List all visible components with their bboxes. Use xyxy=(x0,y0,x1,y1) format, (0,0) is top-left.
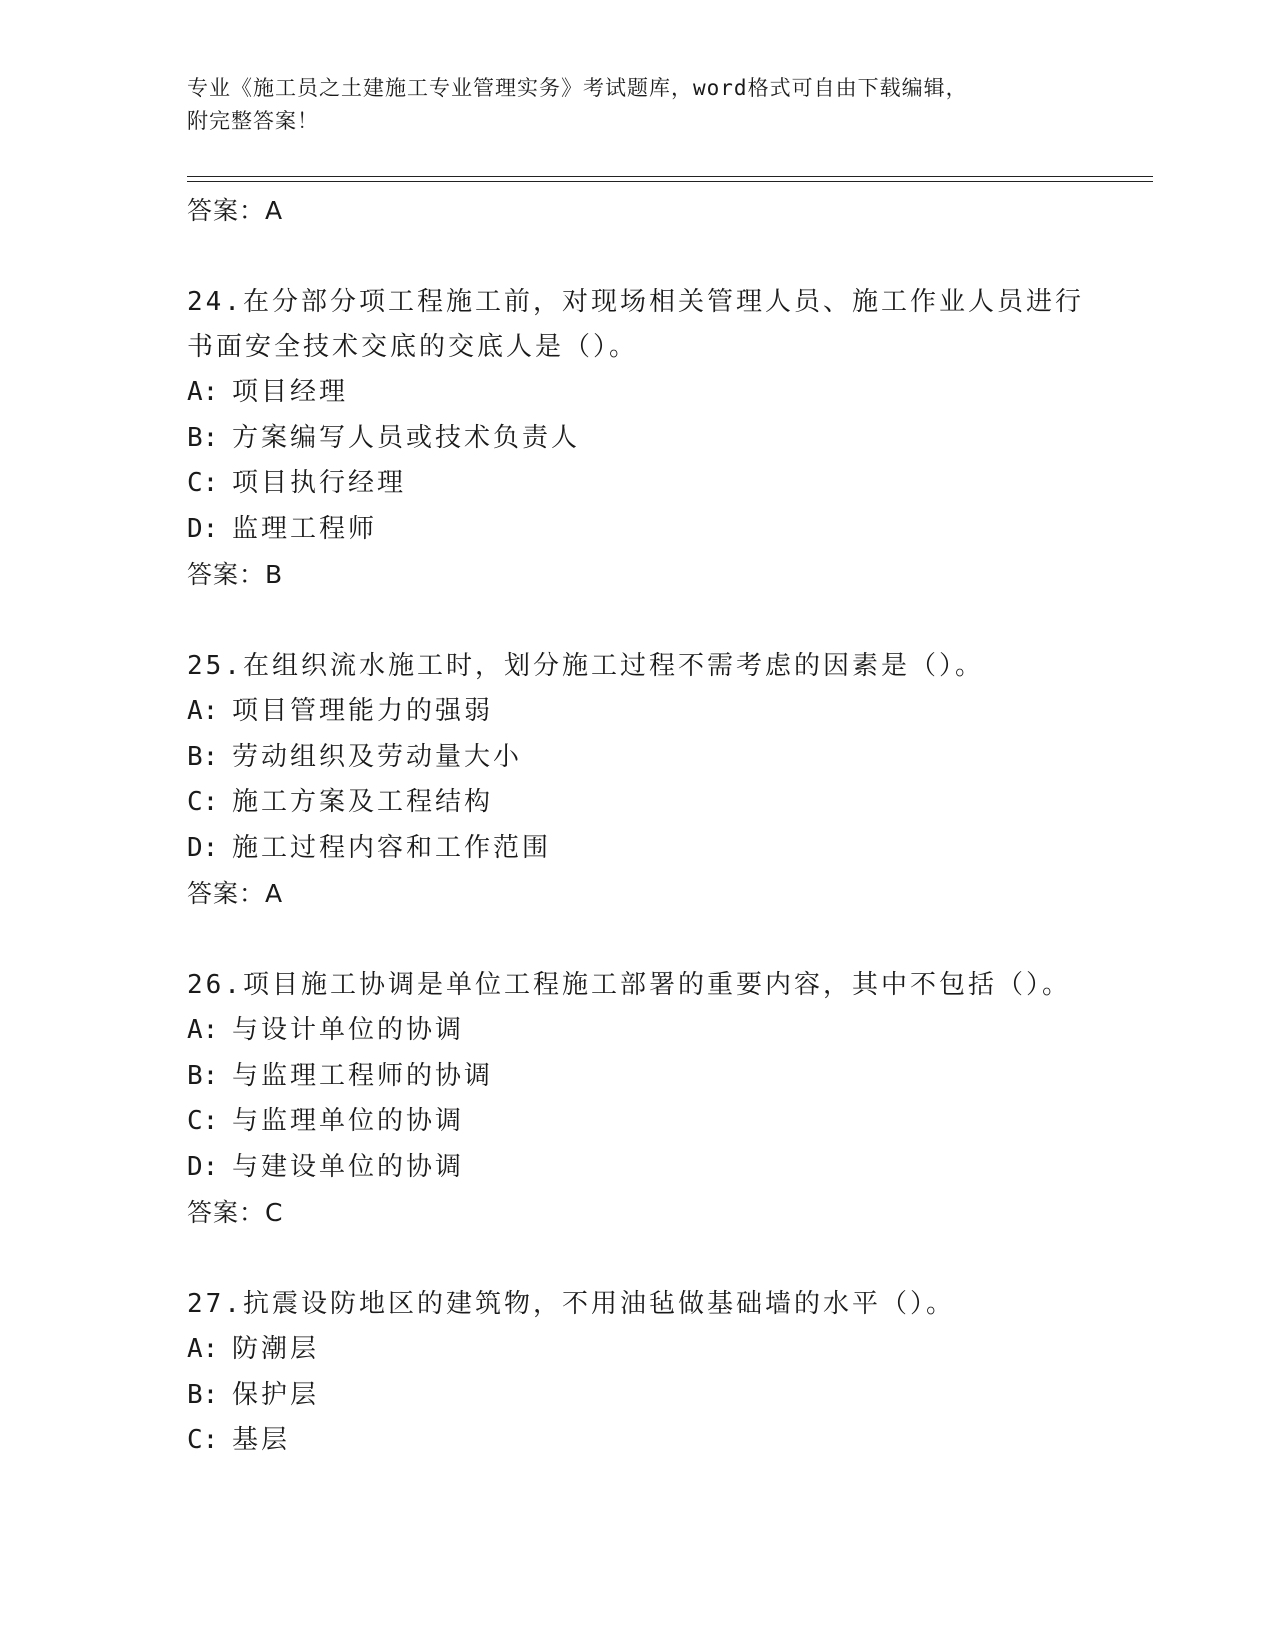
question-stem-continued: 书面安全技术交底的交底人是（）。 xyxy=(187,332,639,362)
document-header xyxy=(187,72,1087,138)
option-letter: D: xyxy=(187,1151,219,1182)
option-a xyxy=(187,1008,1087,1054)
option-letter: B: xyxy=(187,1060,219,1091)
option-text: 项目执行经理 xyxy=(232,468,407,498)
option-b xyxy=(187,1054,1087,1100)
option-text: 防潮层 xyxy=(232,1334,320,1364)
question-24 xyxy=(187,280,1087,598)
question-stem: 25.在组织流水施工时，划分施工过程不需考虑的因素是（）。 xyxy=(187,651,984,681)
option-text: 项目管理能力的强弱 xyxy=(232,696,494,726)
option-b xyxy=(187,735,1087,781)
option-c xyxy=(187,461,1087,507)
option-letter: A: xyxy=(187,1334,219,1364)
option-text: 劳动组织及劳动量大小 xyxy=(232,741,523,772)
option-text: 施工方案及工程结构 xyxy=(232,787,494,817)
option-letter: D: xyxy=(187,832,219,863)
answer-line: 答案：A xyxy=(187,196,284,225)
option-d xyxy=(187,826,1087,872)
option-text: 与设计单位的协调 xyxy=(232,1015,465,1045)
option-text: 项目经理 xyxy=(232,377,349,407)
header-line-1: 专业《施工员之土建施工专业管理实务》考试题库，word格式可自由下载编辑， xyxy=(187,76,968,100)
option-text: 监理工程师 xyxy=(232,513,378,544)
option-d xyxy=(187,507,1087,553)
option-a xyxy=(187,1327,1087,1373)
question-stem: 27.抗震设防地区的建筑物，不用油毡做基础墙的水平（）。 xyxy=(187,1289,955,1319)
option-text: 基层 xyxy=(232,1425,291,1455)
answer-line: 答案：A xyxy=(187,879,284,908)
option-letter: C: xyxy=(187,1425,219,1455)
option-a xyxy=(187,689,1087,735)
option-text: 与建设单位的协调 xyxy=(232,1151,465,1182)
option-text: 方案编写人员或技术负责人 xyxy=(232,422,581,453)
option-text: 与监理单位的协调 xyxy=(232,1106,465,1136)
header-divider-top xyxy=(187,176,1153,177)
option-letter: B: xyxy=(187,1379,219,1410)
option-d xyxy=(187,1145,1087,1191)
header-divider-bottom xyxy=(187,181,1153,182)
option-b xyxy=(187,416,1087,462)
question-stem: 24.在分部分项工程施工前，对现场相关管理人员、施工作业人员进行 xyxy=(187,287,1084,317)
option-letter: C: xyxy=(187,468,219,498)
question-stem: 26.项目施工协调是单位工程施工部署的重要内容，其中不包括（）。 xyxy=(187,970,1071,1000)
question-26 xyxy=(187,963,1087,1236)
question-list xyxy=(187,188,1087,1464)
option-b xyxy=(187,1373,1087,1419)
option-letter: D: xyxy=(187,513,219,544)
question-25 xyxy=(187,644,1087,917)
option-text: 保护层 xyxy=(232,1379,320,1410)
answer-line: 答案：B xyxy=(187,560,284,589)
option-letter: B: xyxy=(187,741,219,772)
option-letter: B: xyxy=(187,422,219,453)
option-c xyxy=(187,780,1087,826)
header-line-2: 附完整答案！ xyxy=(187,109,319,133)
option-letter: A: xyxy=(187,696,219,726)
option-text: 与监理工程师的协调 xyxy=(232,1060,494,1091)
option-letter: A: xyxy=(187,1015,219,1045)
option-letter: A: xyxy=(187,377,219,407)
option-a xyxy=(187,370,1087,416)
option-c xyxy=(187,1418,1087,1464)
option-letter: C: xyxy=(187,787,219,817)
option-c xyxy=(187,1099,1087,1145)
option-letter: C: xyxy=(187,1106,219,1136)
answer-line: 答案：C xyxy=(187,1198,284,1227)
option-text: 施工过程内容和工作范围 xyxy=(232,832,552,863)
question-27 xyxy=(187,1282,1087,1464)
